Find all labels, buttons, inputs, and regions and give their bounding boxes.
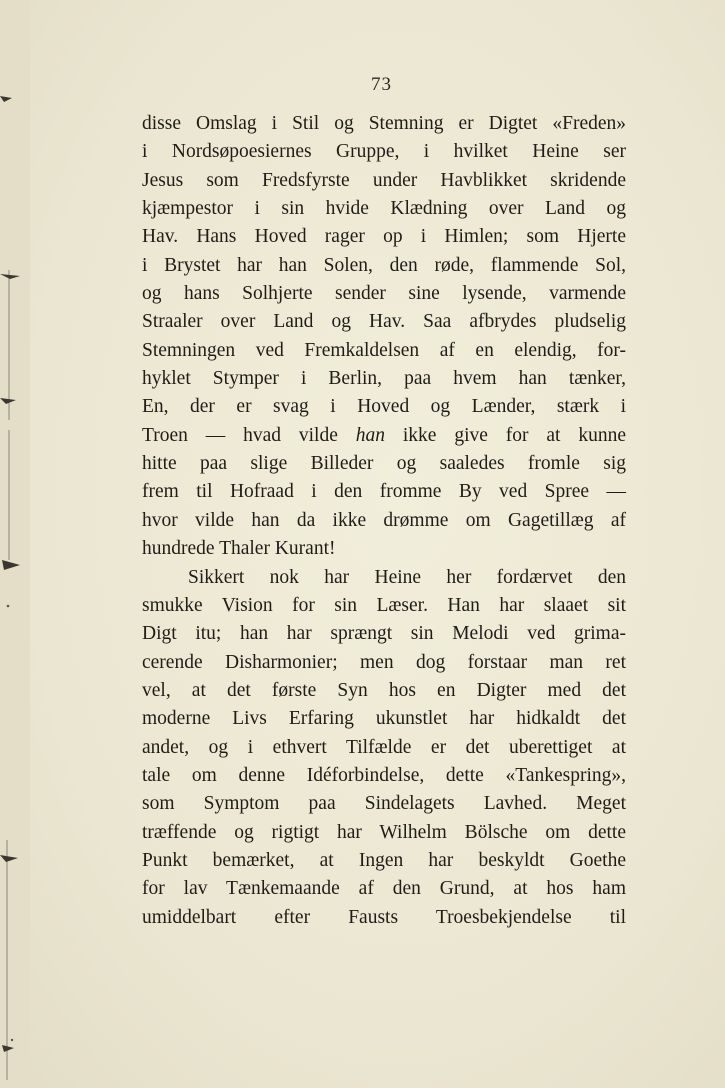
text-line: kjæmpestor i sin hvide Klædning over Land og bbox=[142, 198, 626, 220]
page-number: 73 bbox=[371, 74, 392, 95]
text-line: Jesus som Fredsfyrste under Havblikket skridende bbox=[142, 169, 626, 191]
text-line: Straaler over Land og Hav. Saa afbrydes pludselig bbox=[142, 311, 626, 333]
text-line: cerende Disharmonier; men dog forstaar man ret bbox=[142, 651, 626, 673]
text-line-paragraph-start: Sikkert nok har Heine her fordærvet den bbox=[188, 566, 626, 588]
body-text bbox=[142, 110, 626, 932]
text-line: træffende og rigtigt har Wilhelm Bölsche om dette bbox=[142, 821, 626, 843]
text-line: umiddelbart efter Fausts Troesbekjendelse til bbox=[142, 906, 626, 928]
text-line-with-emphasis bbox=[142, 422, 626, 450]
text-line: i Brystet har han Solen, den røde, flammende Sol, bbox=[142, 254, 626, 276]
text-line: hvor vilde han da ikke drømme om Gagetillæg af bbox=[142, 509, 626, 531]
text-line: hitte paa slige Billeder og saaledes fromle sig bbox=[142, 453, 626, 475]
text-line: for lav Tænkemaande af den Grund, at hos ham bbox=[142, 878, 626, 900]
text-line: i Nordsøpoesiernes Gruppe, i hvilket Heine ser bbox=[142, 141, 626, 163]
line-segment: ikke give for at kunne bbox=[385, 424, 626, 446]
text-line: moderne Livs Erfaring ukunstlet har hidkaldt det bbox=[142, 708, 626, 730]
text-line: tale om denne Idéforbindelse, dette «Tankespring», bbox=[142, 764, 626, 786]
text-line: En, der er svag i Hoved og Lænder, stærk i bbox=[142, 396, 626, 418]
text-line: Digt itu; han har sprængt sin Melodi ved grima- bbox=[142, 623, 626, 645]
text-line: Hav. Hans Hoved rager op i Himlen; som Hjerte bbox=[142, 226, 626, 248]
line-segment: Troen — hvad vilde bbox=[142, 424, 356, 446]
text-line: hyklet Stymper i Berlin, paa hvem han tænker, bbox=[142, 368, 626, 390]
binding-edge-marks bbox=[0, 0, 30, 1088]
text-line: andet, og i ethvert Tilfælde er det uberettiget at bbox=[142, 736, 626, 758]
text-line-paragraph-end: hundrede Thaler Kurant! bbox=[142, 538, 336, 560]
text-line: disse Omslag i Stil og Stemning er Digtet «Freden» bbox=[142, 113, 626, 134]
text-line: Stemningen ved Fremkaldelsen af en elendig, for- bbox=[142, 339, 626, 361]
text-line: og hans Solhjerte sender sine lysende, varmende bbox=[142, 283, 626, 305]
text-line: frem til Hofraad i den fromme By ved Spree — bbox=[142, 481, 626, 503]
text-line: som Symptom paa Sindelagets Lavhed. Meget bbox=[142, 793, 626, 815]
text-line: vel, at det første Syn hos en Digter med det bbox=[142, 679, 626, 701]
emphasized-word: han bbox=[355, 424, 386, 446]
text-line: smukke Vision for sin Læser. Han har slaaet sit bbox=[142, 594, 626, 616]
text-line: Punkt bemærket, at Ingen har beskyldt Goethe bbox=[142, 849, 626, 871]
